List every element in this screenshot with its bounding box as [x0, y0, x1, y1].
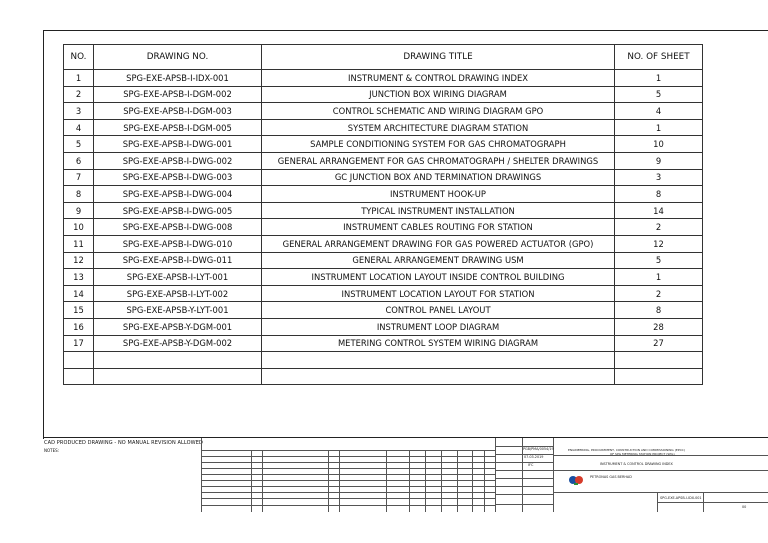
cell-title: GENERAL ARRANGEMENT FOR GAS CHROMATOGRAPH / SHELTER DRAWINGS	[262, 152, 615, 169]
cell-sheets: 3	[615, 169, 703, 186]
cell-sheets: 28	[615, 318, 703, 335]
cell-sheets: 2	[615, 285, 703, 302]
cell-drawing-no: SPG-EXE-APSB-I-DWG-001	[94, 136, 262, 153]
cell-no: 2	[64, 86, 94, 103]
cell-drawing-no	[94, 352, 262, 369]
cell-title: GC JUNCTION BOX AND TERMINATION DRAWINGS	[262, 169, 615, 186]
cell-no: 11	[64, 235, 94, 252]
cell-drawing-no: SPG-EXE-APSB-I-LYT-002	[94, 285, 262, 302]
cell-title: SYSTEM ARCHITECTURE DIAGRAM STATION	[262, 119, 615, 136]
cell-sheets: 8	[615, 302, 703, 319]
cell-drawing-no: SPG-EXE-APSB-I-DGM-003	[94, 103, 262, 120]
cell-drawing-no: SPG-EXE-APSB-I-DGM-002	[94, 86, 262, 103]
cell-title: GENERAL ARRANGEMENT DRAWING FOR GAS POWERED ACTUATOR (GPO)	[262, 235, 615, 252]
cell-no: 10	[64, 219, 94, 236]
cell-sheets: 2	[615, 219, 703, 236]
table-row	[64, 169, 703, 186]
cell-no: 13	[64, 269, 94, 286]
table-row	[64, 152, 703, 169]
table-row	[64, 269, 703, 286]
cell-title: INSTRUMENT LOCATION LAYOUT FOR STATION	[262, 285, 615, 302]
drawing-number: SPG-EXE-APSB-I-IDX-001	[660, 496, 702, 500]
cell-drawing-no: SPG-EXE-APSB-Y-DGM-001	[94, 318, 262, 335]
cell-sheets: 1	[615, 70, 703, 87]
table-row	[64, 136, 703, 153]
cell-no: 15	[64, 302, 94, 319]
cell-sheets: 10	[615, 136, 703, 153]
cell-sheets: 1	[615, 269, 703, 286]
cell-sheets: 12	[615, 235, 703, 252]
col-header-drawing-title: DRAWING TITLE	[262, 45, 615, 70]
cell-title: JUNCTION BOX WIRING DIAGRAM	[262, 86, 615, 103]
table-row	[64, 335, 703, 352]
cell-no: 12	[64, 252, 94, 269]
company-logo	[568, 474, 584, 486]
project-line-1: ENGINEERING, PROCUREMENT, CONSTRUCTION AND COMMISSIONING (EPCC)	[568, 448, 685, 452]
cell-drawing-no: SPG-EXE-APSB-I-DWG-003	[94, 169, 262, 186]
cell-no: 4	[64, 119, 94, 136]
col-header-drawing-no: DRAWING NO.	[94, 45, 262, 70]
table-row	[64, 186, 703, 203]
cell-title: SAMPLE CONDITIONING SYSTEM FOR GAS CHROMATOGRAPH	[262, 136, 615, 153]
col-header-no-of-sheet: NO. OF SHEET	[615, 45, 703, 70]
cell-sheets: 8	[615, 186, 703, 203]
cell-no: 9	[64, 202, 94, 219]
cell-no: 6	[64, 152, 94, 169]
table-row	[64, 352, 703, 369]
cell-sheets: 27	[615, 335, 703, 352]
table-row	[64, 119, 703, 136]
table-row	[64, 252, 703, 269]
cell-drawing-no: SPG-EXE-APSB-I-DWG-011	[94, 252, 262, 269]
contractor-name: PETRONAS GAS BERHAD	[590, 475, 632, 479]
drawing-index-table	[63, 44, 703, 385]
cell-title: INSTRUMENT & CONTROL DRAWING INDEX	[262, 70, 615, 87]
cell-no	[64, 352, 94, 369]
cell-title: INSTRUMENT LOCATION LAYOUT INSIDE CONTROL BUILDING	[262, 269, 615, 286]
table-row	[64, 318, 703, 335]
cell-no: 17	[64, 335, 94, 352]
cell-drawing-no: SPG-EXE-APSB-Y-DGM-002	[94, 335, 262, 352]
cell-sheets: 5	[615, 252, 703, 269]
cell-no: 5	[64, 136, 94, 153]
revision-number: 00	[742, 505, 747, 509]
cell-title: CONTROL PANEL LAYOUT	[262, 302, 615, 319]
project-line-2: OF SPG METERING STATION PROJECT (SPG)	[610, 452, 675, 456]
cell-drawing-no: SPG-EXE-APSB-I-DWG-002	[94, 152, 262, 169]
cell-no: 16	[64, 318, 94, 335]
table-row	[64, 86, 703, 103]
notes-label: NOTES:	[44, 448, 59, 453]
cell-sheets	[615, 352, 703, 369]
cell-drawing-no: SPG-EXE-APSB-I-LYT-001	[94, 269, 262, 286]
table-row	[64, 70, 703, 87]
cell-drawing-no: SPG-EXE-APSB-I-IDX-001	[94, 70, 262, 87]
cell-sheets: 14	[615, 202, 703, 219]
doc-ref: PGB/PMA/0054/19	[523, 447, 554, 451]
cell-sheets: 4	[615, 103, 703, 120]
cell-sheets	[615, 368, 703, 385]
table-row	[64, 368, 703, 385]
table-row	[64, 235, 703, 252]
cell-title: GENERAL ARRANGEMENT DRAWING USM	[262, 252, 615, 269]
cad-caption: CAD PRODUCED DRAWING - NO MANUAL REVISION ALLOWED	[44, 440, 203, 446]
cell-title: INSTRUMENT HOOK-UP	[262, 186, 615, 203]
cell-no: 14	[64, 285, 94, 302]
date-value: 07.03.2019	[524, 455, 544, 459]
cell-drawing-no: SPG-EXE-APSB-I-DWG-004	[94, 186, 262, 203]
cell-no: 1	[64, 70, 94, 87]
table-row	[64, 219, 703, 236]
cell-drawing-no: SPG-EXE-APSB-I-DWG-010	[94, 235, 262, 252]
cell-drawing-no: SPG-EXE-APSB-I-DWG-008	[94, 219, 262, 236]
cell-sheets: 5	[615, 86, 703, 103]
cell-drawing-no: SPG-EXE-APSB-Y-LYT-001	[94, 302, 262, 319]
table-row	[64, 202, 703, 219]
cell-title: METERING CONTROL SYSTEM WIRING DIAGRAM	[262, 335, 615, 352]
cell-drawing-no	[94, 368, 262, 385]
cell-title: INSTRUMENT LOOP DIAGRAM	[262, 318, 615, 335]
cell-title	[262, 368, 615, 385]
cell-no: 3	[64, 103, 94, 120]
cell-drawing-no: SPG-EXE-APSB-I-DGM-005	[94, 119, 262, 136]
table-row	[64, 285, 703, 302]
table-row	[64, 302, 703, 319]
cell-no	[64, 368, 94, 385]
cell-title: CONTROL SCHEMATIC AND WIRING DIAGRAM GPO	[262, 103, 615, 120]
issue-label: IFC	[528, 463, 534, 467]
cell-sheets: 9	[615, 152, 703, 169]
cell-drawing-no: SPG-EXE-APSB-I-DWG-005	[94, 202, 262, 219]
col-header-no: NO.	[64, 45, 94, 70]
cell-title: INSTRUMENT CABLES ROUTING FOR STATION	[262, 219, 615, 236]
cell-no: 7	[64, 169, 94, 186]
table-header-row	[64, 45, 703, 70]
drawing-title: INSTRUMENT & CONTROL DRAWING INDEX	[600, 462, 673, 466]
table-row	[64, 103, 703, 120]
cell-title	[262, 352, 615, 369]
cell-title: TYPICAL INSTRUMENT INSTALLATION	[262, 202, 615, 219]
cell-sheets: 1	[615, 119, 703, 136]
cell-no: 8	[64, 186, 94, 203]
